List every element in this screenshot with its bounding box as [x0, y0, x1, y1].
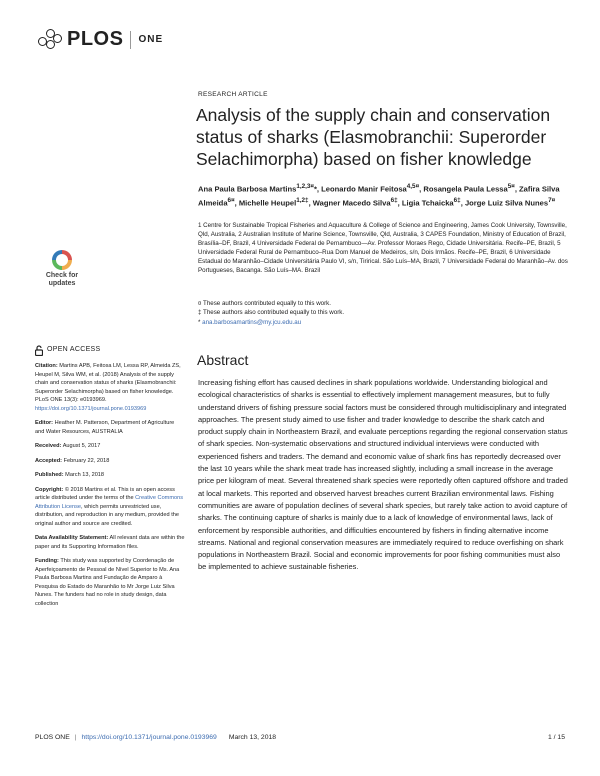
- article-type: RESEARCH ARTICLE: [198, 91, 268, 98]
- published-block: [35, 471, 185, 480]
- author-separator: ,: [234, 198, 239, 208]
- published-label: Published:: [35, 472, 64, 478]
- plos-one-logo: [38, 28, 163, 51]
- email-link[interactable]: ana.barbosamartins@my.jcu.edu.au: [202, 318, 302, 326]
- author-separator: ,: [460, 198, 465, 208]
- published-date: March 13, 2018: [65, 472, 105, 478]
- received-label: Received:: [35, 443, 62, 449]
- author-separator: ,: [397, 198, 402, 208]
- article-title: Analysis of the supply chain and conservation status of sharks (Elasmobranchii: Superorder Selachimorpha) based on fisher knowledge: [196, 105, 551, 169]
- logo-divider: [130, 31, 131, 49]
- data-availability-block: [35, 534, 185, 551]
- page-footer: [35, 734, 565, 741]
- author-separator: ,: [308, 198, 313, 208]
- author-name: Ana Paula Barbosa Martins: [198, 184, 297, 194]
- received-date: August 5, 2017: [62, 443, 101, 449]
- author-separator: ,: [419, 184, 424, 194]
- accepted-label: Accepted:: [35, 457, 63, 464]
- author-affiliation-marker: 6‡: [453, 196, 461, 204]
- author-name: Michelle Heupel: [238, 198, 297, 208]
- also-contribution-note: ‡ These authors also contributed equally to this work.: [198, 309, 345, 317]
- article-info-sidebar: [35, 345, 185, 614]
- equal-contribution-note: ¤ These authors contributed equally to this work.: [198, 300, 331, 307]
- accepted-date: February 22, 2018: [63, 457, 110, 464]
- author-affiliation-marker: 1,2,3¤: [296, 183, 314, 190]
- received-block: [35, 442, 185, 451]
- citation-doi-link[interactable]: https://doi.org/10.1371/journal.pone.0193969: [35, 405, 147, 412]
- data-availability-label: Data Availability Statement:: [35, 535, 109, 541]
- page-number: 1 / 15: [547, 734, 565, 741]
- author-affiliation-marker: 7¤: [548, 196, 556, 204]
- editor-label: Editor:: [35, 420, 54, 426]
- abstract-heading: Abstract: [197, 352, 249, 368]
- email-marker: *: [198, 318, 203, 326]
- author-affiliation-marker: 6¤: [227, 196, 235, 204]
- check-for-updates-button[interactable]: [34, 249, 90, 299]
- author-affiliation-marker: 1,2‡: [296, 196, 309, 204]
- check-updates-label: [46, 272, 78, 288]
- corresponding-email: [198, 318, 568, 327]
- open-access-label: OPEN ACCESS: [47, 346, 101, 354]
- citation-text: Martins APB, Feitosa LM, Lessa RP, Almeida ZS, Heupel M, Silva WM, et al. (2018) Analysis of the supply chain and conservation status of sharks (Elasmobranchii: Superorder Selachimorpha) based on fisher knowledge. PLoS ONE 13(3): e0193969.: [35, 363, 181, 403]
- funding-block: [35, 557, 185, 608]
- check-updates-icon: [51, 249, 73, 271]
- accepted-block: [35, 457, 185, 466]
- author-affiliation-marker: 5¤: [507, 183, 515, 190]
- author-separator: ,: [514, 184, 520, 194]
- copyright-text: © 2018 Martins et al. This is an open access article distributed under the terms of the: [35, 486, 175, 501]
- author-name: Leonardo Manir Feitosa: [321, 184, 407, 194]
- author-name: Wagner Macedo Silva: [312, 198, 391, 208]
- affiliations: 1 Centre for Sustainable Tropical Fisheries and Aquaculture & College of Science and Engineering, James Cook University, Townsville, Qld, Australia, 2 Australian Institute of Marine Science, Townsville, Qld, Australia, 3 CAPES Foundation, Ministry of Education of Brazil, Brasília–DF, Brazil, 4 Universidade Federal de Pernambuco—Av. Professor Moraes Rego, Cidade Universitária. Recife–PE, Brazil, 5 Universidade Federal Rural de Pernambuco–Rua Dom Manuel de Medeiros, s/n, Dois Irmãos. Recife–PE, Brazil, 6 Universidade Estadual do Maranhão–Cidade Universitária Paulo VI, s/n, Tirirical. São Luís–MA, Brazil, 7 Universidade Federal do Maranhão–Av. dos Portugueses, Bacanga. São Luís–MA. Brazil: [198, 222, 568, 275]
- footer-date: March 13, 2018: [228, 734, 277, 741]
- license-link[interactable]: Creative Commons Attribution License: [35, 495, 184, 510]
- author-name: Jorge Luiz Silva Nunes: [464, 198, 549, 208]
- logo-text: PLOS: [67, 28, 124, 50]
- footer-separator: |: [74, 734, 77, 741]
- copyright-text-end: , which permits unrestricted use, distribution, and reproduction in any medium, provided the original author and source are credited.: [35, 503, 179, 527]
- editor-text: Heather M. Patterson, Department of Agriculture and Water Resources, AUSTRALIA: [35, 420, 175, 435]
- author-notes: [198, 299, 568, 327]
- author-name: Zafira Silva Almeida: [198, 184, 560, 208]
- author-name: Ligia Tchaicka: [401, 198, 454, 208]
- funding-label: Funding:: [35, 558, 59, 564]
- check-updates-line2: updates: [48, 280, 76, 287]
- author-name: Rosangela Paula Lessa: [423, 184, 508, 194]
- editor-block: [35, 419, 185, 436]
- open-lock-icon: [35, 345, 43, 356]
- author-separator: *,: [313, 184, 322, 194]
- copyright-label: Copyright:: [35, 486, 64, 493]
- footer-journal: PLOS ONE: [35, 734, 70, 741]
- check-updates-line1: Check for: [45, 272, 79, 279]
- logo-sub: ONE: [138, 34, 164, 45]
- open-access-badge: [35, 345, 185, 356]
- citation-block: [35, 362, 185, 413]
- author-affiliation-marker: 4,5¤: [406, 183, 420, 190]
- footer-doi-link[interactable]: https://doi.org/10.1371/journal.pone.0193969: [81, 734, 217, 741]
- copyright-block: [35, 486, 185, 529]
- data-availability-text: All relevant data are within the paper and its Supporting Information files.: [35, 535, 185, 550]
- plos-logo-icon: [38, 29, 64, 51]
- abstract-text: Increasing fishing effort has caused declines in shark populations worldwide. Understanding biological and ecological characteristics of sharks is essential to effectively implement management measures, but to fully understand drivers of fishing pressure social factors must be considered through multidisciplinary and integrated approaches. The present study aimed to use fisher and trader knowledge to describe the shark catch and product supply chain in Northeastern Brazil, and evaluate perceptions regarding the regional conservation status of shark species. Non-systematic observations and structured individual interviews were conducted with experienced fishers and traders. The demand and economic value of shark fins has reportedly decreased over the last 10 years while the shark meat trade has increased slightly, including a small increase in the average price per kilogram of meat. Several threatened shark species were reportedly often captured offshore and traded at local markets. This reported and observed harvest breaches current Brazilian environmental laws. Fishing communities are aware of population declines of several shark species, but rarely take action to avoid capture of sharks. The continuing capture of sharks is mainly due to a lack of knowledge of environmental laws, lack of enforcement by responsible authorities, and difficulties encountered by fishers in finding alternative income streams. National and regional conservation measures are immediately required to reduce overfishing on shark populations in Northeastern Brazil. Social and economic improvements for poor fishing communities must also be implemented to achieve sustainable fisheries.: [198, 378, 568, 572]
- author-affiliation-marker: 6‡: [390, 196, 398, 204]
- funding-text: This study was supported by Coordenação de Aperfeiçoamento de Pessoal de Nível Superior to Ms. Ana Paula Barbosa Martins and Fundação de Amparo à Pesquisa do Estado do Maranhão to Mr Jorge Luiz Silva Nunes. The funders had no role in study design, data collection: [35, 558, 180, 607]
- citation-label: Citation:: [35, 363, 58, 369]
- author-list: [198, 181, 568, 209]
